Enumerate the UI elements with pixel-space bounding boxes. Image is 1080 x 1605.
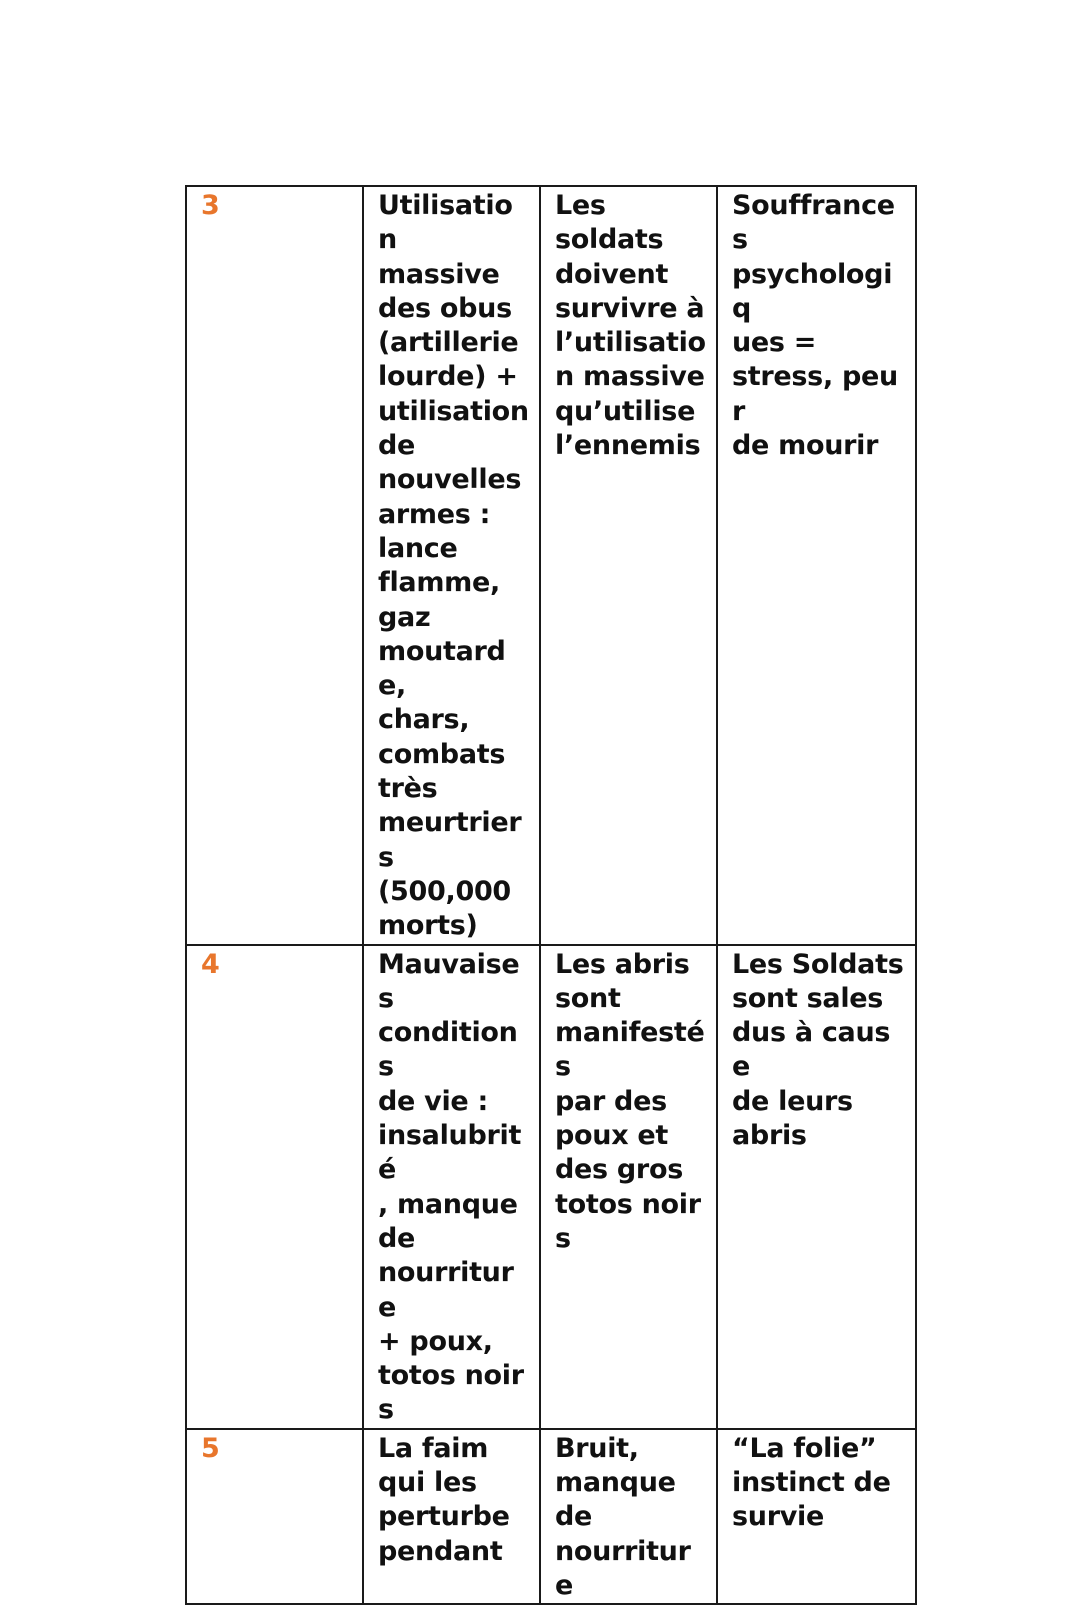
row-number: 4 xyxy=(186,945,363,1429)
cell-effect: Souffrances psychologiq ues = stress, peur de mourir xyxy=(717,186,916,945)
cell-consequence: Bruit, manque de nourriture xyxy=(540,1429,717,1604)
cell-consequence: Les abris sont manifestés par des poux et des gros totos noirs xyxy=(540,945,717,1429)
row-number: 5 xyxy=(186,1429,363,1604)
cell-effect: Les Soldats sont sales dus à cause de leurs abris xyxy=(717,945,916,1429)
table-row xyxy=(186,1429,916,1604)
cell-effect: “La folie” instinct de survie xyxy=(717,1429,916,1604)
cell-cause: Mauvaises conditions de vie : insalubrité , manque de nourriture + poux, totos noirs xyxy=(363,945,540,1429)
table-row xyxy=(186,186,916,945)
trench-conditions-table xyxy=(185,185,917,1605)
cell-cause: La faim qui les perturbe pendant xyxy=(363,1429,540,1604)
table-row xyxy=(186,945,916,1429)
cell-cause: Utilisation massive des obus (artillerie lourde) + utilisation de nouvelles armes : lance flamme, gaz moutarde, chars, combats très meurtriers (500,000 morts) xyxy=(363,186,540,945)
row-number: 3 xyxy=(186,186,363,945)
cell-consequence: Les soldats doivent survivre à l’utilisatio n massive qu’utilise l’ennemis xyxy=(540,186,717,945)
